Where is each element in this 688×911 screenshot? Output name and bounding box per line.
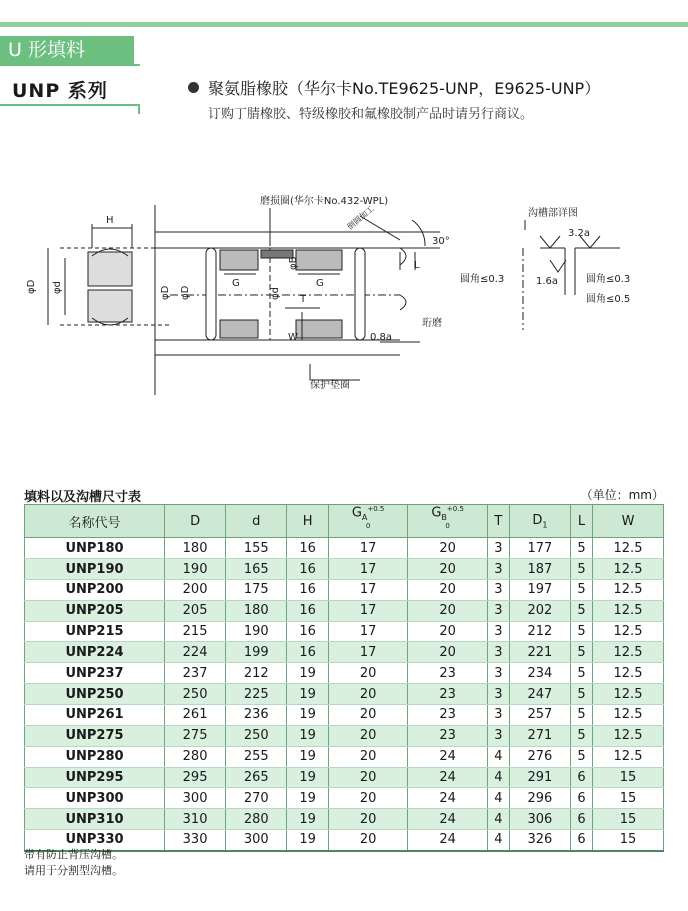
table-cell: 276 [509,746,570,767]
table-cell: 24 [408,830,488,851]
table-cell: 17 [328,642,407,663]
table-row [25,705,664,726]
seal-profile [48,224,170,325]
table-row [25,788,664,809]
table-cell: 280 [164,746,225,767]
table-cell: 6 [571,788,593,809]
dim-GA: G [232,278,240,289]
table-cell: 5 [571,538,593,559]
table-cell: 5 [571,663,593,684]
table-cell: 15 [592,809,663,830]
table-cell: 20 [408,621,488,642]
seal-groove-pair [206,248,365,340]
table-cell: 270 [226,788,287,809]
table-cell: 16 [287,559,329,580]
table-cell: 295 [164,767,225,788]
table-cell: 5 [571,621,593,642]
row-code: UNP190 [25,559,165,580]
table-cell: 12.5 [592,621,663,642]
table-row [25,579,664,600]
table-cell: 17 [328,621,407,642]
table-cell: 4 [487,809,509,830]
table-cell: 23 [408,663,488,684]
table-cell: 271 [509,725,570,746]
table-unit: （单位：mm） [580,488,664,502]
table-cell: 20 [328,788,407,809]
table-cell: 19 [287,684,329,705]
dimension-table [24,504,664,852]
product-title: 聚氨脂橡胶（华尔卡No.TE9625-UNP，E9625-UNP） [208,79,601,98]
table-cell: 265 [226,767,287,788]
table-cell: 330 [164,830,225,851]
table-cell: 19 [287,788,329,809]
table-row [25,600,664,621]
table-cell: 177 [509,538,570,559]
table-row [25,621,664,642]
seal-diagram [20,190,660,405]
col-GA: $G_A^{+0.5 0}$ [328,505,407,538]
col-H: H [287,505,329,538]
table-cell: 310 [164,809,225,830]
table-cell: 155 [226,538,287,559]
table-cell: 165 [226,559,287,580]
table-cell: 23 [408,725,488,746]
table-cell: 23 [408,684,488,705]
table-cell: 24 [408,788,488,809]
product-note: 订购丁腈橡胶、特级橡胶和氟橡胶制产品时请另行商议。 [208,107,534,122]
table-cell: 224 [164,642,225,663]
table-title: 填料以及沟槽尺寸表 [24,490,142,505]
table-cell: 20 [328,663,407,684]
table-cell: 3 [487,684,509,705]
label-wear-ring: 磨损圈(华尔卡No.432-WPL) [260,196,389,207]
table-cell: 12.5 [592,705,663,726]
table-cell: 5 [571,559,593,580]
table-cell: 6 [571,830,593,851]
table-cell: 257 [509,705,570,726]
table-cell: 20 [328,809,407,830]
col-L: L [571,505,593,538]
table-cell: 5 [571,725,593,746]
dim-H: H [106,215,114,226]
label-r03-left: 圆角≤0.3 [460,274,505,285]
table-cell: 6 [571,767,593,788]
table-cell: 12.5 [592,663,663,684]
table-cell: 3 [487,663,509,684]
series-title: UNP 系列 [12,80,108,102]
table-cell: 20 [328,684,407,705]
row-code: UNP310 [25,809,165,830]
table-row [25,809,664,830]
table-cell: 3 [487,538,509,559]
row-code: UNP275 [25,725,165,746]
label-r05: 圆角≤0.5 [586,294,631,305]
col-GB: $G_B^{+0.5 0}$ [408,505,488,538]
table-cell: 234 [509,663,570,684]
table-cell: 20 [408,579,488,600]
table-cell: 17 [328,579,407,600]
table-cell: 19 [287,663,329,684]
table-cell: 5 [571,746,593,767]
table-cell: 306 [509,809,570,830]
label-backup: 保护垫圈 [310,380,350,391]
table-cell: 20 [408,642,488,663]
table-cell: 12.5 [592,642,663,663]
col-D1: $D_1$ [509,505,570,538]
table-cell: 180 [226,600,287,621]
row-code: UNP280 [25,746,165,767]
table-header-row [25,505,664,538]
col-code: 名称代号 [25,505,165,538]
series-rule [0,104,140,114]
col-T: T [487,505,509,538]
table-cell: 15 [592,830,663,851]
housing [155,205,440,395]
table-cell: 20 [328,830,407,851]
groove-detail-title: 沟槽部详图 [528,208,578,219]
table-cell: 3 [487,600,509,621]
table-cell: 202 [509,600,570,621]
table-cell: 20 [408,538,488,559]
table-row [25,559,664,580]
table-cell: 275 [164,725,225,746]
table-cell: 212 [226,663,287,684]
table-cell: 19 [287,830,329,851]
table-cell: 12.5 [592,684,663,705]
table-row [25,725,664,746]
table-cell: 3 [487,725,509,746]
table-cell: 237 [164,663,225,684]
table-cell: 221 [509,642,570,663]
dim-T: T [300,294,307,305]
table-cell: 19 [287,725,329,746]
row-code: UNP180 [25,538,165,559]
table-cell: 225 [226,684,287,705]
table-cell: 200 [164,579,225,600]
table-row [25,684,664,705]
table-cell: 20 [408,559,488,580]
table-cell: 4 [487,830,509,851]
table-cell: 16 [287,538,329,559]
table-cell: 24 [408,809,488,830]
section-rule [0,64,140,66]
table-cell: 3 [487,642,509,663]
footnote-1: 带有防止背压沟槽。 [24,848,123,861]
table-row [25,663,664,684]
table-cell: 16 [287,600,329,621]
table-cell: 250 [164,684,225,705]
table-cell: 4 [487,767,509,788]
table-cell: 187 [509,559,570,580]
table-cell: 215 [164,621,225,642]
table-cell: 20 [328,767,407,788]
table-row [25,642,664,663]
table-row [25,767,664,788]
col-D: D [164,505,225,538]
table-cell: 291 [509,767,570,788]
dim-W: W [288,332,298,343]
table-cell: 199 [226,642,287,663]
table-cell: 16 [287,579,329,600]
row-code: UNP261 [25,705,165,726]
table-cell: 20 [328,746,407,767]
dim-D: φD [26,279,37,294]
dim-d: φd [52,281,63,294]
table-cell: 5 [571,705,593,726]
table-cell: 20 [328,725,407,746]
table-cell: 180 [164,538,225,559]
table-cell: 261 [164,705,225,726]
table-cell: 197 [509,579,570,600]
row-code: UNP237 [25,663,165,684]
row-code: UNP300 [25,788,165,809]
table-cell: 255 [226,746,287,767]
table-cell: 17 [328,600,407,621]
table-cell: 212 [509,621,570,642]
table-cell: 5 [571,684,593,705]
table-cell: 17 [328,538,407,559]
table-row [25,538,664,559]
row-code: UNP224 [25,642,165,663]
table-cell: 12.5 [592,725,663,746]
dim-D-housing: φD [160,285,171,300]
table-cell: 19 [287,746,329,767]
top-rule [0,22,688,27]
dim-L: L [414,260,420,271]
table-cell: 24 [408,746,488,767]
label-chamfer: 倒圆加工 [345,204,376,232]
row-code: UNP330 [25,830,165,851]
dim-GB: G [316,278,324,289]
col-W: W [592,505,663,538]
table-cell: 190 [164,559,225,580]
table-cell: 280 [226,809,287,830]
row-code: UNP200 [25,579,165,600]
table-cell: 23 [408,705,488,726]
table-cell: 236 [226,705,287,726]
label-angle: 30° [432,236,450,247]
table-cell: 20 [328,705,407,726]
section-title: U 形填料 [0,36,134,64]
label-grind: 珩磨 [422,318,442,329]
table-cell: 20 [408,600,488,621]
table-cell: 3 [487,579,509,600]
label-r03-right: 圆角≤0.3 [586,274,631,285]
table-cell: 190 [226,621,287,642]
table-cell: 19 [287,705,329,726]
table-cell: 5 [571,579,593,600]
table-cell: 300 [164,788,225,809]
col-d: d [226,505,287,538]
table-cell: 24 [408,767,488,788]
bullet-icon [188,82,199,93]
row-code: UNP215 [25,621,165,642]
table-cell: 4 [487,788,509,809]
table-cell: 15 [592,788,663,809]
table-cell: 6 [571,809,593,830]
table-cell: 17 [328,559,407,580]
table-cell: 12.5 [592,746,663,767]
row-code: UNP205 [25,600,165,621]
table-cell: 15 [592,767,663,788]
table-cell: 16 [287,642,329,663]
table-cell: 3 [487,559,509,580]
table-cell: 12.5 [592,538,663,559]
table-cell: 250 [226,725,287,746]
table-row [25,746,664,767]
table-cell: 3 [487,621,509,642]
dim-D1: φD [180,285,191,300]
table-cell: 247 [509,684,570,705]
footnote-2: 请用于分割型沟槽。 [24,864,123,877]
table-cell: 12.5 [592,559,663,580]
table-cell: 3 [487,705,509,726]
table-cell: 326 [509,830,570,851]
label-rough-32: 3.2a [568,228,591,239]
table-cell: 12.5 [592,579,663,600]
table-cell: 4 [487,746,509,767]
row-code: UNP250 [25,684,165,705]
table-cell: 296 [509,788,570,809]
table-cell: 16 [287,621,329,642]
row-code: UNP295 [25,767,165,788]
label-rough-08: 0.8a [370,332,393,343]
table-cell: 205 [164,600,225,621]
table-cell: 19 [287,809,329,830]
table-cell: 5 [571,600,593,621]
label-rough-16: 1.6a [536,276,559,287]
dim-dB: φB [288,256,299,270]
table-cell: 19 [287,767,329,788]
table-cell: 12.5 [592,600,663,621]
table-cell: 5 [571,642,593,663]
dim-dC: φd [270,287,281,300]
table-cell: 175 [226,579,287,600]
table-cell: 300 [226,830,287,851]
